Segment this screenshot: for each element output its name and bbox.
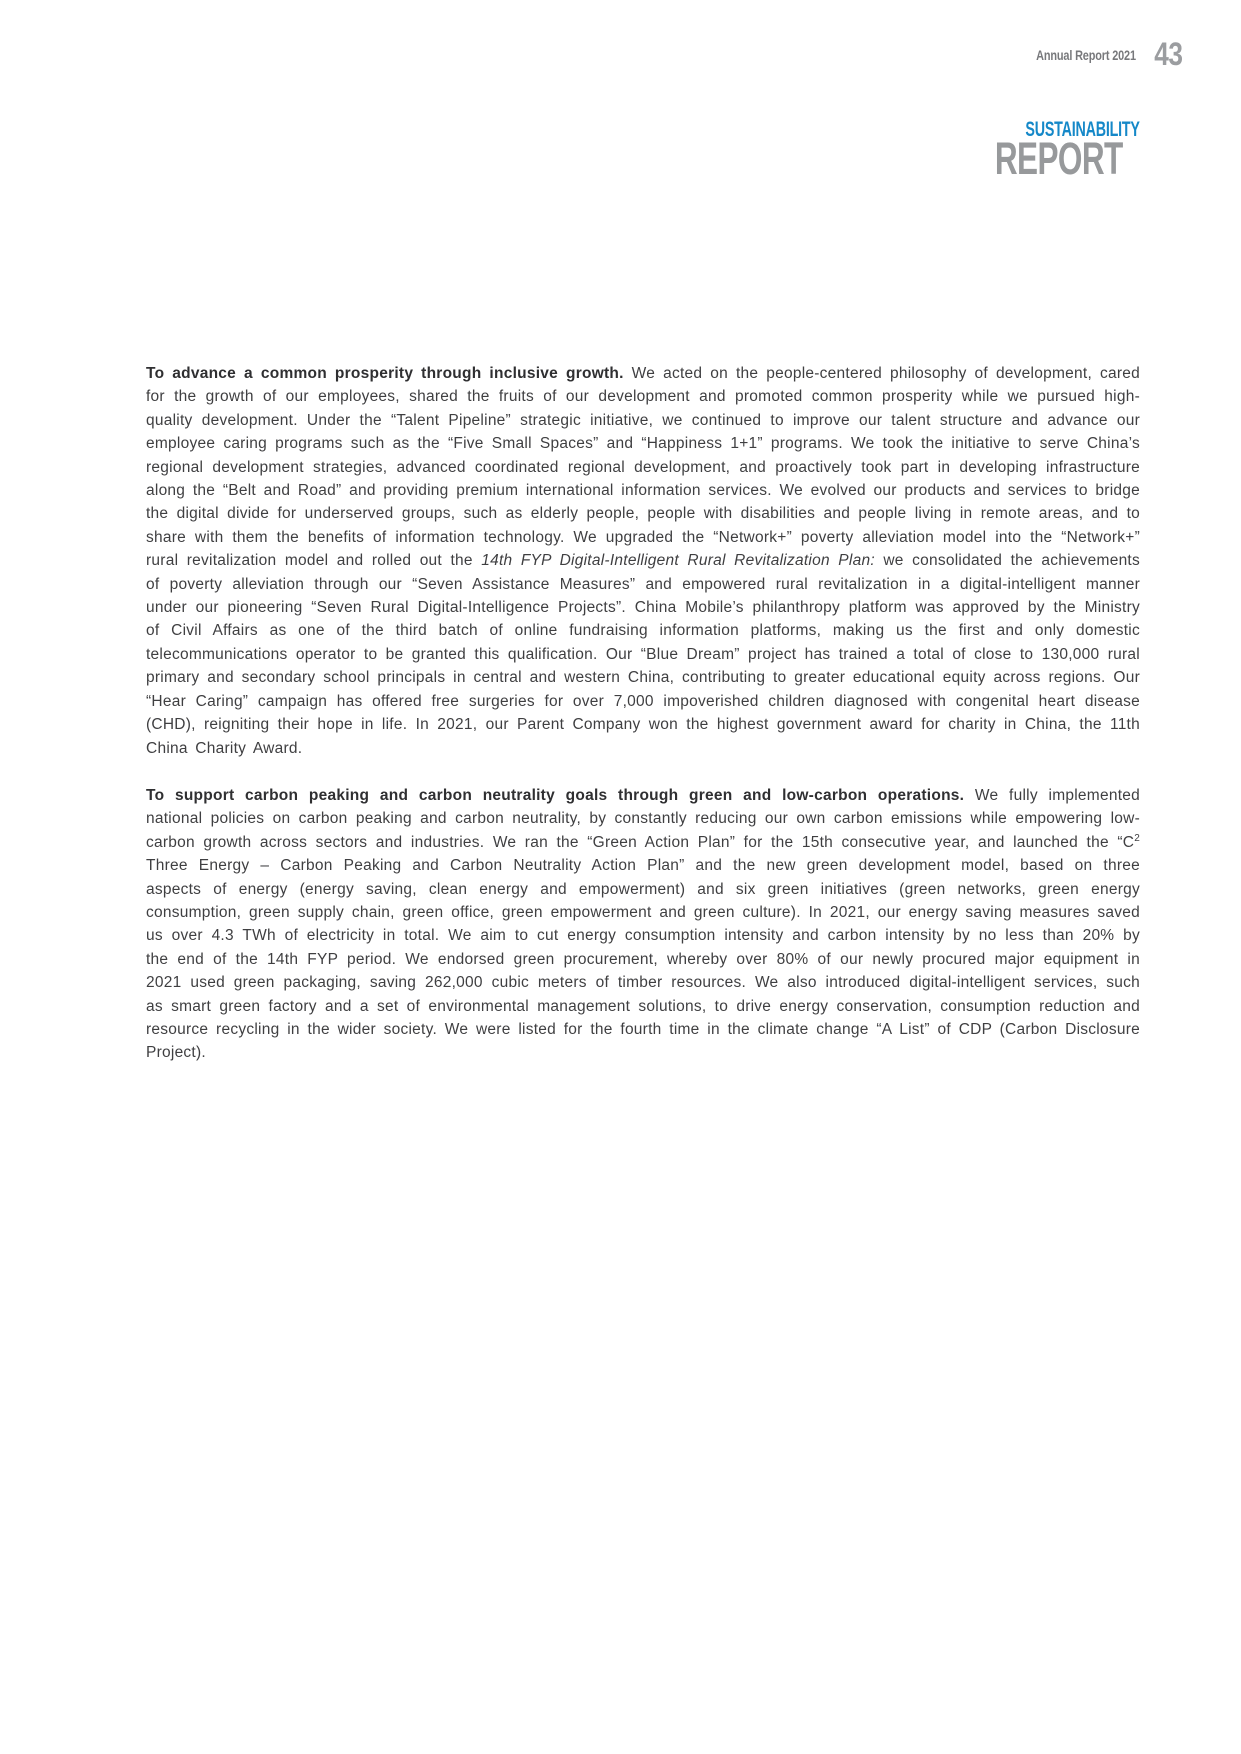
logo-sustainability-text: SUSTAINABILITY bbox=[1025, 118, 1140, 141]
sustainability-report-logo bbox=[940, 118, 1140, 184]
annual-report-label: Annual Report 2021 bbox=[1035, 46, 1136, 63]
paragraph-text: We acted on the people-centered philosophy of development, cared for the growth of our employees, shared the fruits of our development and promoted common prosperity while we pursued high-quality development. Under the “Talent Pipeline” strategic initiative, we continued to improve our talent structure and advance our employee caring programs such as the “Five Small Spaces” and “Happiness 1+1” programs. We took the initiative to serve China’s regional development strategies, advanced coordinated regional development, and proactively took part in developing infrastructure along the “Belt and Road” and providing premium international information services. We evolved our products and services to bridge the digital divide for underserved groups, such as elderly people, people with disabilities and people living in remote areas, and to share with them the benefits of information technology. We upgraded the “Network+” poverty alleviation model into the “Network+” rural revitalization model and rolled out the bbox=[146, 365, 1140, 570]
superscript-2: 2 bbox=[1134, 832, 1140, 844]
page-number: 43 bbox=[1154, 36, 1183, 72]
paragraph-inclusive-growth bbox=[146, 362, 1140, 760]
paragraph-text: Three Energy – Carbon Peaking and Carbon Neutrality Action Plan” and the new green development model, based on three aspects of energy (energy saving, clean energy and empowerment) and six green initiatives (green networks, green energy consumption, green supply chain, green office, green empowerment and green culture). In 2021, our energy saving measures saved us over 4.3 TWh of electricity in total. We aim to cut energy consumption intensity and carbon intensity by no less than 20% by the end of the 14th FYP period. We endorsed green procurement, whereby over 80% of our newly procured major equipment in 2021 used green packaging, saving 262,000 cubic meters of timber resources. We also introduced digital-intelligent services, such as smart green factory and a set of environmental management solutions, to drive energy conservation, consumption reduction and resource recycling in the wider society. We were listed for the fourth time in the climate change “A List” of CDP (Carbon Disclosure Project). bbox=[146, 857, 1140, 1062]
body-content bbox=[146, 362, 1140, 1089]
page-header bbox=[1008, 36, 1183, 73]
paragraph-lead-bold: To advance a common prosperity through inclusive growth. bbox=[146, 365, 624, 382]
paragraph-text: we consolidated the achievements of poverty alleviation through our “Seven Assistance Measures” and empowered rural revitalization in a digital-intelligent manner under our pioneering “Seven Rural Digital-Intelligence Projects”. China Mobile’s philanthropy platform was approved by the Ministry of Civil Affairs as one of the third batch of online fundraising information platforms, making us the first and only domestic telecommunications operator to be granted this qualification. Our “Blue Dream” project has trained a total of close to 130,000 rural primary and secondary school principals in central and western China, contributing to greater educational equity across regions. Our “Hear Caring” campaign has offered free surgeries for over 7,000 impoverished children diagnosed with congenital heart disease (CHD), reigniting their hope in life. In 2021, our Parent Company won the highest government award for charity in China, the 11th China Charity Award. bbox=[146, 552, 1140, 757]
paragraph-text: We fully implemented national policies on carbon peaking and carbon neutrality, by constantly reducing our own carbon emissions while empowering low-carbon growth across sectors and industries. We ran the “Green Action Plan” for the 15th consecutive year, and launched the “C bbox=[146, 786, 1140, 851]
paragraph-lead-bold: To support carbon peaking and carbon neutrality goals through green and low-carbon operations. bbox=[146, 786, 965, 804]
italic-plan-title: 14th FYP Digital-Intelligent Rural Revitalization Plan: bbox=[481, 552, 875, 570]
paragraph-green-operations bbox=[146, 784, 1140, 1065]
logo-report-text: REPORT bbox=[995, 133, 1123, 184]
